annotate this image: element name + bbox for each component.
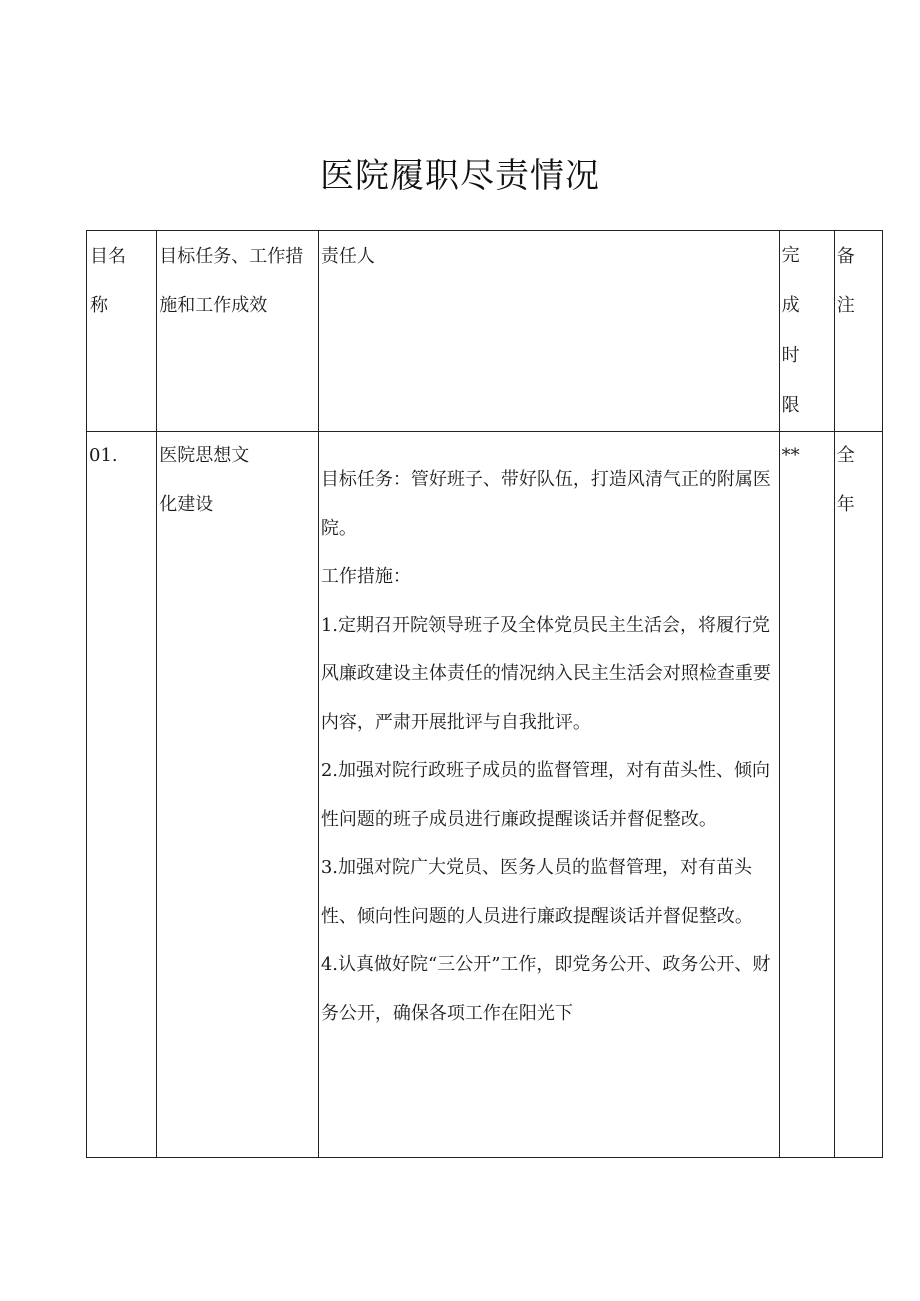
row-task-cell: [157, 432, 319, 1158]
content-paragraph: 2.加强对院行政班子成员的监督管理，对有苗头性、倾向性问题的班子成员进行廉政提醒谈话并督促整改。: [320, 760, 771, 830]
content-paragraph: 1.定期召开院领导班子及全体党员民主生活会，将履行党风廉政建设主体责任的情况纳入民主生活会对照检查重要内容，严肃开展批评与自我批评。: [320, 614, 771, 733]
header-responsible-label: 责任人: [320, 246, 375, 267]
header-name-label: 目名称: [90, 246, 126, 316]
header-deadline-label: 完成时限: [781, 245, 800, 416]
content-paragraph: 目标任务：管好班子、带好队伍，打造风清气正的附属医院。: [320, 469, 771, 539]
row-index: 01.: [89, 445, 118, 466]
row-deadline-cell: [779, 432, 834, 1158]
row-task-label: 医院思想文化建设: [159, 445, 250, 515]
content-paragraph: 工作措施：: [320, 566, 411, 587]
header-note-label: 备注: [836, 246, 855, 316]
header-task-label: 目标任务、工作措施和工作成效: [159, 246, 304, 316]
row-deadline: **: [781, 445, 800, 466]
row-content: [319, 432, 779, 1038]
content-paragraph: 3.加强对院广大党员、医务人员的监督管理，对有苗头性、倾向性问题的人员进行廉政提醒谈话并督促整改。: [320, 857, 753, 927]
row-index-cell: [87, 432, 157, 1158]
header-cell-task: [157, 231, 319, 432]
table-row: [87, 432, 883, 1158]
row-content-cell: [318, 432, 779, 1158]
table-header-row: [87, 231, 883, 432]
page-title: 医院履职尽责情况: [320, 156, 600, 196]
row-note-cell: [834, 432, 882, 1158]
content-paragraph: 4.认真做好院“三公开”工作，即党务公开、政务公开、财务公开，确保各项工作在阳光下: [320, 954, 771, 1024]
row-note: 全年: [836, 445, 855, 515]
header-cell-note: [834, 231, 882, 432]
header-cell-name: [87, 231, 157, 432]
header-cell-deadline: [779, 231, 834, 432]
responsibility-table: [86, 230, 883, 1158]
header-cell-responsible: [318, 231, 779, 432]
